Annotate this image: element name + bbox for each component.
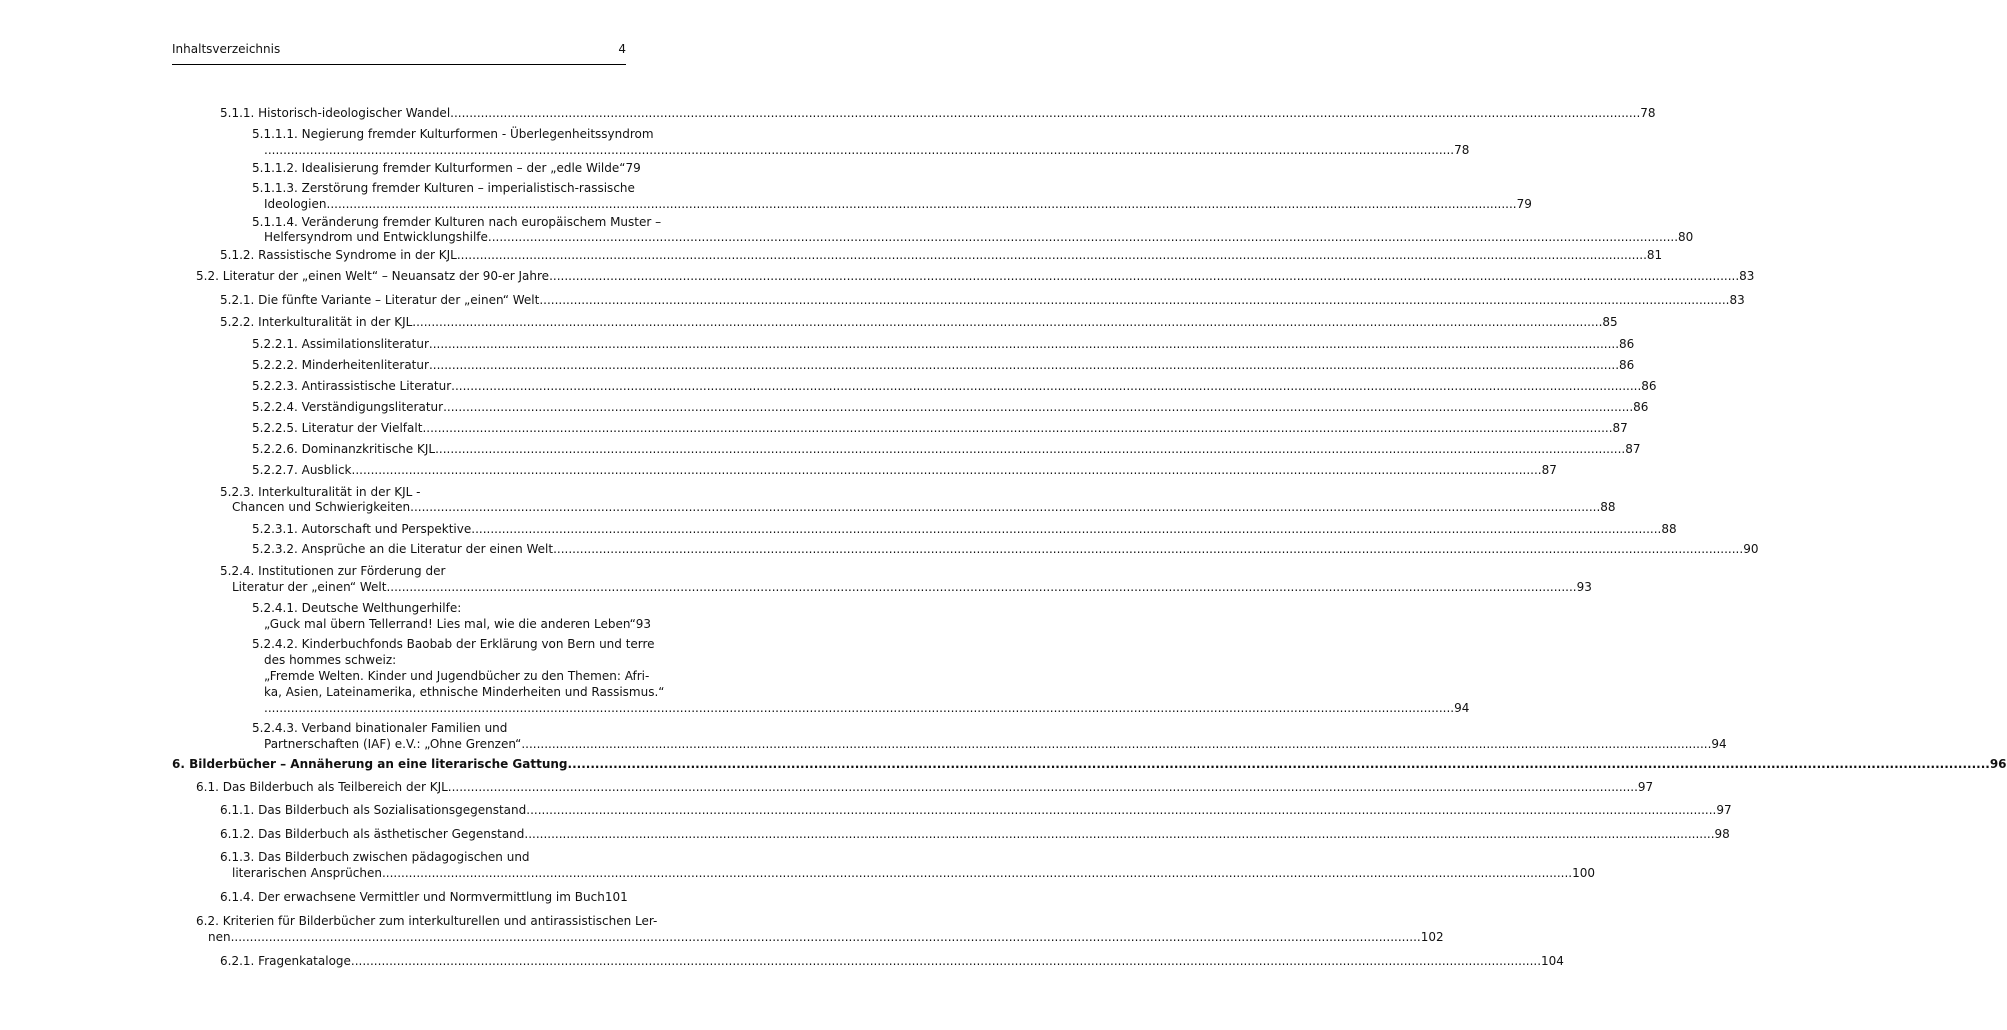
toc-entry: 5.1.1.2. Idealisierung fremder Kulturformen – der „edle Wilde“ 79 [252, 161, 641, 175]
toc-entry: 5.2.2.5. Literatur der Vielfalt ..... 87 [252, 420, 626, 436]
toc-entry: 5.2.2.3. Antirassistische Literatur ..... 86 [252, 378, 626, 394]
toc-entry: 5.2.2. Interkulturalität in der KJL ..... 85 [220, 314, 626, 330]
toc-entry: 5.2.3. Interkulturalität in der KJL - [220, 485, 421, 499]
toc-entry: literarischen Ansprüchen ..... 100 [232, 865, 626, 881]
toc-entry: Ideologien ..... 79 [264, 196, 626, 212]
toc-entry: 6.1.3. Das Bilderbuch zwischen pädagogischen und [220, 850, 530, 864]
toc-entry: 5.2.4. Institutionen zur Förderung der [220, 564, 446, 578]
toc-entry: 5.1.1.4. Veränderung fremder Kulturen nach europäischem Muster – [252, 215, 662, 229]
toc-entry: Chancen und Schwierigkeiten ..... 88 [232, 499, 626, 515]
toc-entry: ..... 78 [264, 142, 626, 158]
toc-entry: 5.2.3.1. Autorschaft und Perspektive ..... 88 [252, 521, 626, 537]
header-page-number: 4 [618, 42, 626, 56]
toc-entry: 5.2.4.1. Deutsche Welthungerhilfe: [252, 601, 462, 615]
toc-entry: 5.2.1. Die fünfte Variante – Literatur der „einen“ Welt ..... 83 [220, 292, 626, 308]
toc-entry: nen ..... 102 [208, 929, 626, 945]
toc-entry: 5.2.2.4. Verständigungsliteratur ..... 86 [252, 399, 626, 415]
toc-entry: 6.2. Kriterien für Bilderbücher zum interkulturellen und antirassistischen Ler- [196, 914, 658, 928]
toc-entry: 5.2.4.2. Kinderbuchfonds Baobab der Erklärung von Bern und terre [252, 637, 655, 651]
toc-entry: 5.1.1.1. Negierung fremder Kulturformen - Überlegenheitssyndrom [252, 127, 654, 141]
toc-entry: ..... 94 [264, 700, 626, 716]
toc-entry: Partnerschaften (IAF) e.V.: „Ohne Grenzen“ ..... 94 [264, 736, 626, 752]
toc-entry: 5.2. Literatur der „einen Welt“ – Neuansatz der 90-er Jahre ..... 83 [196, 268, 626, 284]
toc-entry: 5.2.2.6. Dominanzkritische KJL ..... 87 [252, 441, 626, 457]
toc-entry: des hommes schweiz: [264, 653, 397, 667]
header-rule [172, 64, 626, 65]
page-header [172, 42, 626, 62]
toc-chapter-entry: 6. Bilderbücher – Annäherung an eine literarische Gattung ..... 96 [172, 756, 626, 772]
toc-entry: 5.2.2.7. Ausblick ..... 87 [252, 462, 626, 478]
toc-entry: 5.2.3.2. Ansprüche an die Literatur der einen Welt ..... 90 [252, 541, 626, 557]
toc-entry: 5.2.2.2. Minderheitenliteratur ..... 86 [252, 357, 626, 373]
toc-entry: 5.2.4.3. Verband binationaler Familien und [252, 721, 508, 735]
toc-entry: Literatur der „einen“ Welt ..... 93 [232, 579, 626, 595]
toc-entry: 6.1.4. Der erwachsene Vermittler und Normvermittlung im Buch 101 [220, 890, 628, 904]
header-title: Inhaltsverzeichnis [172, 42, 281, 56]
toc-entry: 6.1.2. Das Bilderbuch als ästhetischer Gegenstand ..... 98 [220, 826, 626, 842]
toc-entry: „Fremde Welten. Kinder und Jugendbücher zu den Themen: Afri- [264, 669, 650, 683]
toc-entry: 5.1.2. Rassistische Syndrome in der KJL ..... 81 [220, 247, 626, 263]
toc-entry: 5.1.1.3. Zerstörung fremder Kulturen – imperialistisch-rassische [252, 181, 635, 195]
toc-entry: 6.1.1. Das Bilderbuch als Sozialisationsgegenstand ..... 97 [220, 802, 626, 818]
toc-entry: ka, Asien, Lateinamerika, ethnische Minderheiten und Rassismus.“ [264, 685, 665, 699]
toc-entry: 5.1.1. Historisch-ideologischer Wandel ..... 78 [220, 105, 626, 121]
toc-entry: 6.2.1. Fragenkataloge ..... 104 [220, 953, 626, 969]
toc-entry: Helfersyndrom und Entwicklungshilfe ..... 80 [264, 229, 626, 245]
toc-entry: 6.1. Das Bilderbuch als Teilbereich der KJL ..... 97 [196, 779, 626, 795]
toc-entry: „Guck mal übern Tellerrand! Lies mal, wie die anderen Leben“ 93 [264, 617, 652, 631]
toc-entry: 5.2.2.1. Assimilationsliteratur ..... 86 [252, 336, 626, 352]
